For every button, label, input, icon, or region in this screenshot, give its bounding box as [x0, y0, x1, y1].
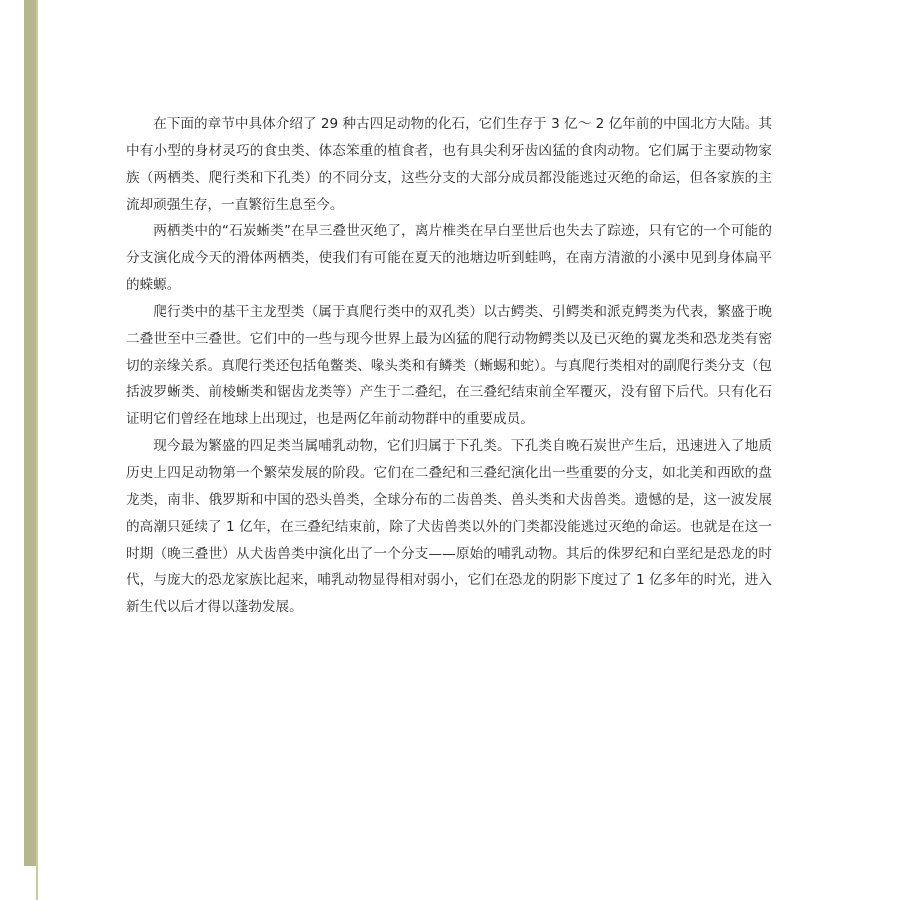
book-spine-edge	[24, 0, 36, 866]
paragraph-1: 在下面的章节中具体介绍了 29 种古四足动物的化石，它们生存于 3 亿～ 2 亿年前的中国北方大陆。其中有小型的身材灵巧的食虫类、体态笨重的植食者，也有具尖利牙齿凶猛的食肉动物。它们属于主要动物家族（两栖类、爬行类和下孔类）的不同分支，这些分支的大部分成员都没能逃过灭绝的命运，但各家族的主流却顽强生存，一直繁衍生息至今。	[126, 116, 772, 213]
page-body	[126, 111, 772, 621]
paragraph-3: 爬行类中的基干主龙型类（属于真爬行类中的双孔类）以古鳄类、引鳄类和派克鳄类为代表，繁盛于晚二叠世至中三叠世。它们中的一些与现今世界上最为凶猛的爬行动物鳄类以及已灭绝的翼龙类和恐龙类有密切的亲缘关系。真爬行类还包括龟鳖类、喙头类和有鳞类（蜥蜴和蛇）。与真爬行类相对的副爬行类分支（包括波罗蜥类、前棱蜥类和锯齿龙类等）产生于二叠纪，在三叠纪结束前全军覆灭，没有留下后代。只有化石证明它们曾经在地球上出现过，也是两亿年前动物群中的重要成员。	[126, 303, 772, 428]
book-gutter-line	[36, 0, 38, 900]
paragraph-2: 两栖类中的“石炭蜥类”在早三叠世灭绝了，离片椎类在早白垩世后也失去了踪迹，只有它的一个可能的分支演化成今天的滑体两栖类，使我们有可能在夏天的池塘边听到蛙鸣，在南方清澈的小溪中见到身体扁平的蝾螈。	[126, 223, 772, 294]
paragraph-4: 现今最为繁盛的四足类当属哺乳动物，它们归属于下孔类。下孔类自晚石炭世产生后，迅速进入了地质历史上四足动物第一个繁荣发展的阶段。它们在二叠纪和三叠纪演化出一些重要的分支，如北美和西欧的盘龙类，南非、俄罗斯和中国的恐头兽类，全球分布的二齿兽类、兽头类和犬齿兽类。遗憾的是，这一波发展的高潮只延续了 1 亿年，在三叠纪结束前，除了犬齿兽类以外的门类都没能逃过灭绝的命运。也就是在这一时期（晚三叠世）从犬齿兽类中演化出了一个分支——原始的哺乳动物。其后的侏罗纪和白垩纪是恐龙的时代，与庞大的恐龙家族比起来，哺乳动物显得相对弱小，它们在恐龙的阴影下度过了 1 亿多年的时光，进入新生代以后才得以蓬勃发展。	[126, 438, 772, 616]
